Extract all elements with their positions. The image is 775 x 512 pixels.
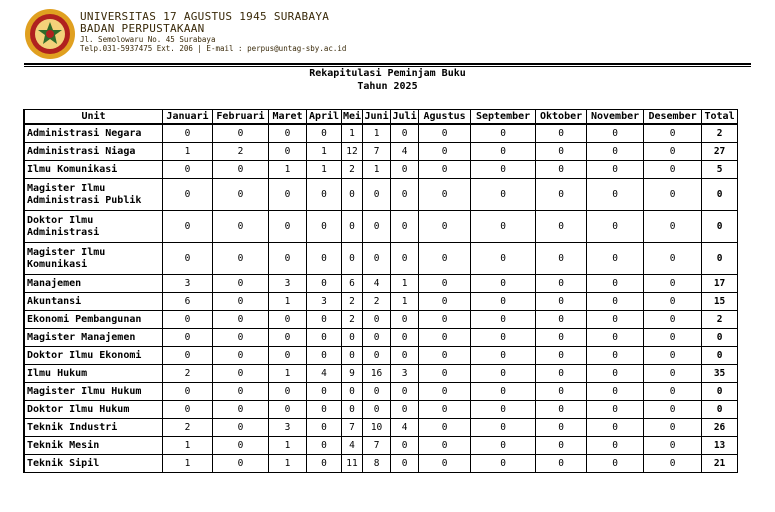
month-value-cell: 3 xyxy=(391,365,419,383)
month-value-cell: 0 xyxy=(363,401,391,419)
month-value-cell: 1 xyxy=(363,161,391,179)
month-value-cell: 2 xyxy=(342,311,363,329)
month-value-cell: 0 xyxy=(342,243,363,275)
header-divider-thin xyxy=(24,66,751,67)
month-value-cell: 0 xyxy=(213,437,269,455)
month-value-cell: 0 xyxy=(644,211,702,243)
column-header: Agustus xyxy=(419,110,471,125)
total-cell: 35 xyxy=(702,365,738,383)
total-cell: 2 xyxy=(702,311,738,329)
month-value-cell: 0 xyxy=(536,419,587,437)
month-value-cell: 0 xyxy=(587,365,644,383)
unit-cell: Magister Manajemen xyxy=(25,329,163,347)
month-value-cell: 0 xyxy=(419,143,471,161)
month-value-cell: 2 xyxy=(213,143,269,161)
report-title: Rekapitulasi Peminjam Buku xyxy=(309,68,466,79)
month-value-cell: 0 xyxy=(363,383,391,401)
month-value-cell: 0 xyxy=(471,419,536,437)
table-row xyxy=(25,161,738,179)
month-value-cell: 0 xyxy=(163,125,213,143)
month-value-cell: 0 xyxy=(644,125,702,143)
borrower-table xyxy=(23,109,738,473)
total-cell: 26 xyxy=(702,419,738,437)
unit-cell: Teknik Mesin xyxy=(25,437,163,455)
unit-cell: Administrasi Niaga xyxy=(25,143,163,161)
month-value-cell: 0 xyxy=(536,401,587,419)
column-header: Februari xyxy=(213,110,269,125)
month-value-cell: 4 xyxy=(363,275,391,293)
total-cell: 0 xyxy=(702,179,738,211)
month-value-cell: 0 xyxy=(307,455,342,473)
table-row xyxy=(25,419,738,437)
unit-cell: Ekonomi Pembangunan xyxy=(25,311,163,329)
table-row xyxy=(25,143,738,161)
month-value-cell: 0 xyxy=(213,455,269,473)
month-value-cell: 0 xyxy=(471,437,536,455)
month-value-cell: 2 xyxy=(363,293,391,311)
month-value-cell: 0 xyxy=(213,211,269,243)
table-row xyxy=(25,179,738,211)
column-header: April xyxy=(307,110,342,125)
table-body xyxy=(25,125,738,473)
month-value-cell: 0 xyxy=(391,243,419,275)
month-value-cell: 0 xyxy=(644,311,702,329)
total-cell: 0 xyxy=(702,383,738,401)
month-value-cell: 4 xyxy=(391,143,419,161)
month-value-cell: 0 xyxy=(391,329,419,347)
month-value-cell: 0 xyxy=(419,401,471,419)
month-value-cell: 16 xyxy=(363,365,391,383)
unit-cell: Manajemen xyxy=(25,275,163,293)
month-value-cell: 0 xyxy=(419,329,471,347)
month-value-cell: 0 xyxy=(213,311,269,329)
month-value-cell: 0 xyxy=(213,401,269,419)
month-value-cell: 0 xyxy=(213,347,269,365)
month-value-cell: 0 xyxy=(163,311,213,329)
month-value-cell: 7 xyxy=(363,437,391,455)
month-value-cell: 0 xyxy=(363,211,391,243)
month-value-cell: 0 xyxy=(471,211,536,243)
column-header: Juni xyxy=(363,110,391,125)
month-value-cell: 1 xyxy=(269,293,307,311)
column-header: Total xyxy=(702,110,738,125)
month-value-cell: 0 xyxy=(163,383,213,401)
month-value-cell: 0 xyxy=(391,455,419,473)
total-cell: 0 xyxy=(702,347,738,365)
month-value-cell: 0 xyxy=(536,293,587,311)
unit-cell: Magister Ilmu Komunikasi xyxy=(25,243,163,275)
month-value-cell: 0 xyxy=(163,179,213,211)
month-value-cell: 0 xyxy=(419,161,471,179)
month-value-cell: 0 xyxy=(471,383,536,401)
month-value-cell: 0 xyxy=(269,243,307,275)
month-value-cell: 6 xyxy=(163,293,213,311)
month-value-cell: 0 xyxy=(536,179,587,211)
month-value-cell: 0 xyxy=(419,347,471,365)
month-value-cell: 0 xyxy=(471,161,536,179)
total-cell: 21 xyxy=(702,455,738,473)
month-value-cell: 0 xyxy=(342,401,363,419)
month-value-cell: 0 xyxy=(587,161,644,179)
month-value-cell: 0 xyxy=(644,455,702,473)
month-value-cell: 1 xyxy=(269,437,307,455)
month-value-cell: 0 xyxy=(391,347,419,365)
address: Jl. Semolowaru No. 45 Surabaya xyxy=(80,35,216,44)
month-value-cell: 1 xyxy=(342,125,363,143)
column-header: Maret xyxy=(269,110,307,125)
month-value-cell: 0 xyxy=(587,401,644,419)
total-cell: 13 xyxy=(702,437,738,455)
table-row xyxy=(25,211,738,243)
unit-cell: Doktor Ilmu Ekonomi xyxy=(25,347,163,365)
month-value-cell: 0 xyxy=(342,329,363,347)
month-value-cell: 0 xyxy=(536,125,587,143)
month-value-cell: 0 xyxy=(536,455,587,473)
column-header: Unit xyxy=(25,110,163,125)
month-value-cell: 0 xyxy=(307,275,342,293)
month-value-cell: 0 xyxy=(536,365,587,383)
month-value-cell: 0 xyxy=(307,419,342,437)
month-value-cell: 0 xyxy=(213,419,269,437)
month-value-cell: 0 xyxy=(213,161,269,179)
month-value-cell: 0 xyxy=(587,143,644,161)
month-value-cell: 0 xyxy=(471,179,536,211)
month-value-cell: 0 xyxy=(213,383,269,401)
month-value-cell: 0 xyxy=(536,311,587,329)
total-cell: 0 xyxy=(702,401,738,419)
month-value-cell: 0 xyxy=(587,125,644,143)
month-value-cell: 0 xyxy=(536,437,587,455)
month-value-cell: 0 xyxy=(536,243,587,275)
month-value-cell: 0 xyxy=(269,143,307,161)
month-value-cell: 0 xyxy=(307,401,342,419)
month-value-cell: 0 xyxy=(391,125,419,143)
month-value-cell: 6 xyxy=(342,275,363,293)
month-value-cell: 0 xyxy=(644,347,702,365)
column-header: Januari xyxy=(163,110,213,125)
month-value-cell: 0 xyxy=(363,179,391,211)
month-value-cell: 0 xyxy=(307,179,342,211)
month-value-cell: 0 xyxy=(536,211,587,243)
month-value-cell: 0 xyxy=(419,293,471,311)
month-value-cell: 0 xyxy=(307,347,342,365)
month-value-cell: 4 xyxy=(307,365,342,383)
month-value-cell: 7 xyxy=(342,419,363,437)
month-value-cell: 0 xyxy=(391,161,419,179)
month-value-cell: 11 xyxy=(342,455,363,473)
total-cell: 27 xyxy=(702,143,738,161)
month-value-cell: 0 xyxy=(587,437,644,455)
month-value-cell: 7 xyxy=(363,143,391,161)
month-value-cell: 1 xyxy=(269,161,307,179)
month-value-cell: 0 xyxy=(163,243,213,275)
month-value-cell: 0 xyxy=(536,143,587,161)
month-value-cell: 0 xyxy=(471,275,536,293)
month-value-cell: 0 xyxy=(163,161,213,179)
month-value-cell: 10 xyxy=(363,419,391,437)
total-cell: 2 xyxy=(702,125,738,143)
table-header-row xyxy=(25,110,738,125)
university-name: UNIVERSITAS 17 AGUSTUS 1945 SURABAYA xyxy=(80,10,330,23)
month-value-cell: 0 xyxy=(269,383,307,401)
month-value-cell: 0 xyxy=(391,437,419,455)
month-value-cell: 0 xyxy=(342,347,363,365)
month-value-cell: 0 xyxy=(587,293,644,311)
month-value-cell: 0 xyxy=(419,383,471,401)
table-row xyxy=(25,311,738,329)
month-value-cell: 0 xyxy=(471,455,536,473)
month-value-cell: 0 xyxy=(644,419,702,437)
table-row xyxy=(25,455,738,473)
column-header: November xyxy=(587,110,644,125)
month-value-cell: 0 xyxy=(363,329,391,347)
month-value-cell: 0 xyxy=(644,401,702,419)
column-header: Desember xyxy=(644,110,702,125)
month-value-cell: 0 xyxy=(269,401,307,419)
month-value-cell: 1 xyxy=(163,437,213,455)
month-value-cell: 0 xyxy=(644,275,702,293)
month-value-cell: 0 xyxy=(587,383,644,401)
month-value-cell: 0 xyxy=(471,347,536,365)
month-value-cell: 0 xyxy=(536,347,587,365)
month-value-cell: 0 xyxy=(587,455,644,473)
unit-cell: Ilmu Komunikasi xyxy=(25,161,163,179)
month-value-cell: 0 xyxy=(587,311,644,329)
column-header: Mei xyxy=(342,110,363,125)
total-cell: 0 xyxy=(702,243,738,275)
month-value-cell: 0 xyxy=(644,329,702,347)
month-value-cell: 0 xyxy=(587,179,644,211)
month-value-cell: 0 xyxy=(644,365,702,383)
month-value-cell: 3 xyxy=(269,275,307,293)
month-value-cell: 0 xyxy=(342,211,363,243)
month-value-cell: 0 xyxy=(269,347,307,365)
unit-cell: Teknik Sipil xyxy=(25,455,163,473)
month-value-cell: 1 xyxy=(269,365,307,383)
table-row xyxy=(25,329,738,347)
month-value-cell: 1 xyxy=(391,293,419,311)
month-value-cell: 0 xyxy=(419,419,471,437)
total-cell: 0 xyxy=(702,329,738,347)
university-logo xyxy=(24,8,76,60)
table-row xyxy=(25,365,738,383)
month-value-cell: 0 xyxy=(419,311,471,329)
month-value-cell: 1 xyxy=(269,455,307,473)
month-value-cell: 0 xyxy=(471,311,536,329)
month-value-cell: 0 xyxy=(644,179,702,211)
month-value-cell: 2 xyxy=(342,293,363,311)
month-value-cell: 9 xyxy=(342,365,363,383)
total-cell: 15 xyxy=(702,293,738,311)
month-value-cell: 0 xyxy=(419,179,471,211)
month-value-cell: 2 xyxy=(163,365,213,383)
table-row xyxy=(25,383,738,401)
header-divider xyxy=(24,63,751,65)
month-value-cell: 0 xyxy=(419,365,471,383)
table-row xyxy=(25,293,738,311)
month-value-cell: 0 xyxy=(536,275,587,293)
month-value-cell: 0 xyxy=(269,311,307,329)
month-value-cell: 0 xyxy=(471,125,536,143)
total-cell: 0 xyxy=(702,211,738,243)
unit-cell: Akuntansi xyxy=(25,293,163,311)
month-value-cell: 0 xyxy=(363,311,391,329)
month-value-cell: 0 xyxy=(644,243,702,275)
column-header: Oktober xyxy=(536,110,587,125)
month-value-cell: 0 xyxy=(471,329,536,347)
contact-info: Telp.031-5937475 Ext. 206 | E-mail : perpus@untag-sby.ac.id xyxy=(80,44,347,53)
month-value-cell: 1 xyxy=(307,143,342,161)
month-value-cell: 0 xyxy=(471,401,536,419)
month-value-cell: 0 xyxy=(363,347,391,365)
month-value-cell: 2 xyxy=(342,161,363,179)
month-value-cell: 0 xyxy=(587,419,644,437)
month-value-cell: 1 xyxy=(363,125,391,143)
table-row xyxy=(25,125,738,143)
unit-cell: Ilmu Hukum xyxy=(25,365,163,383)
month-value-cell: 0 xyxy=(419,243,471,275)
month-value-cell: 0 xyxy=(307,125,342,143)
month-value-cell: 1 xyxy=(163,143,213,161)
department-name: BADAN PERPUSTAKAAN xyxy=(80,22,205,35)
table-row xyxy=(25,401,738,419)
table-row xyxy=(25,243,738,275)
month-value-cell: 0 xyxy=(307,311,342,329)
letterhead xyxy=(24,8,774,62)
month-value-cell: 3 xyxy=(307,293,342,311)
month-value-cell: 0 xyxy=(391,311,419,329)
month-value-cell: 0 xyxy=(644,143,702,161)
month-value-cell: 0 xyxy=(269,125,307,143)
month-value-cell: 0 xyxy=(419,455,471,473)
month-value-cell: 0 xyxy=(213,365,269,383)
month-value-cell: 0 xyxy=(587,211,644,243)
month-value-cell: 0 xyxy=(342,179,363,211)
table-row xyxy=(25,275,738,293)
month-value-cell: 0 xyxy=(419,437,471,455)
month-value-cell: 3 xyxy=(163,275,213,293)
month-value-cell: 0 xyxy=(471,365,536,383)
unit-cell: Magister Ilmu Hukum xyxy=(25,383,163,401)
month-value-cell: 0 xyxy=(419,125,471,143)
month-value-cell: 0 xyxy=(536,383,587,401)
table-row xyxy=(25,437,738,455)
month-value-cell: 1 xyxy=(391,275,419,293)
month-value-cell: 0 xyxy=(391,211,419,243)
month-value-cell: 0 xyxy=(342,383,363,401)
unit-cell: Teknik Industri xyxy=(25,419,163,437)
month-value-cell: 0 xyxy=(587,243,644,275)
month-value-cell: 0 xyxy=(163,401,213,419)
month-value-cell: 3 xyxy=(269,419,307,437)
month-value-cell: 0 xyxy=(587,347,644,365)
month-value-cell: 0 xyxy=(213,329,269,347)
month-value-cell: 0 xyxy=(307,437,342,455)
table-row xyxy=(25,347,738,365)
month-value-cell: 0 xyxy=(163,211,213,243)
unit-cell: Doktor Ilmu Hukum xyxy=(25,401,163,419)
month-value-cell: 0 xyxy=(471,293,536,311)
month-value-cell: 4 xyxy=(391,419,419,437)
month-value-cell: 1 xyxy=(307,161,342,179)
month-value-cell: 0 xyxy=(213,293,269,311)
month-value-cell: 0 xyxy=(644,383,702,401)
column-header: September xyxy=(471,110,536,125)
unit-cell: Magister Ilmu Administrasi Publik xyxy=(25,179,163,211)
month-value-cell: 0 xyxy=(307,211,342,243)
month-value-cell: 0 xyxy=(644,437,702,455)
month-value-cell: 0 xyxy=(213,243,269,275)
month-value-cell: 0 xyxy=(269,211,307,243)
month-value-cell: 0 xyxy=(536,161,587,179)
month-value-cell: 0 xyxy=(419,275,471,293)
month-value-cell: 8 xyxy=(363,455,391,473)
month-value-cell: 0 xyxy=(419,211,471,243)
column-header: Juli xyxy=(391,110,419,125)
month-value-cell: 0 xyxy=(213,275,269,293)
month-value-cell: 0 xyxy=(644,293,702,311)
month-value-cell: 1 xyxy=(163,455,213,473)
total-cell: 5 xyxy=(702,161,738,179)
month-value-cell: 0 xyxy=(587,329,644,347)
month-value-cell: 0 xyxy=(536,329,587,347)
month-value-cell: 0 xyxy=(307,329,342,347)
unit-cell: Doktor Ilmu Administrasi xyxy=(25,211,163,243)
month-value-cell: 0 xyxy=(163,329,213,347)
month-value-cell: 0 xyxy=(471,243,536,275)
month-value-cell: 0 xyxy=(587,275,644,293)
report-subtitle: Tahun 2025 xyxy=(357,81,418,92)
total-cell: 17 xyxy=(702,275,738,293)
month-value-cell: 0 xyxy=(471,143,536,161)
month-value-cell: 0 xyxy=(644,161,702,179)
month-value-cell: 0 xyxy=(213,125,269,143)
month-value-cell: 0 xyxy=(391,179,419,211)
month-value-cell: 2 xyxy=(163,419,213,437)
month-value-cell: 0 xyxy=(269,329,307,347)
month-value-cell: 12 xyxy=(342,143,363,161)
month-value-cell: 0 xyxy=(163,347,213,365)
month-value-cell: 0 xyxy=(363,243,391,275)
month-value-cell: 0 xyxy=(213,179,269,211)
month-value-cell: 0 xyxy=(391,383,419,401)
month-value-cell: 0 xyxy=(307,383,342,401)
unit-cell: Administrasi Negara xyxy=(25,125,163,143)
month-value-cell: 0 xyxy=(391,401,419,419)
month-value-cell: 0 xyxy=(269,179,307,211)
month-value-cell: 0 xyxy=(307,243,342,275)
month-value-cell: 4 xyxy=(342,437,363,455)
